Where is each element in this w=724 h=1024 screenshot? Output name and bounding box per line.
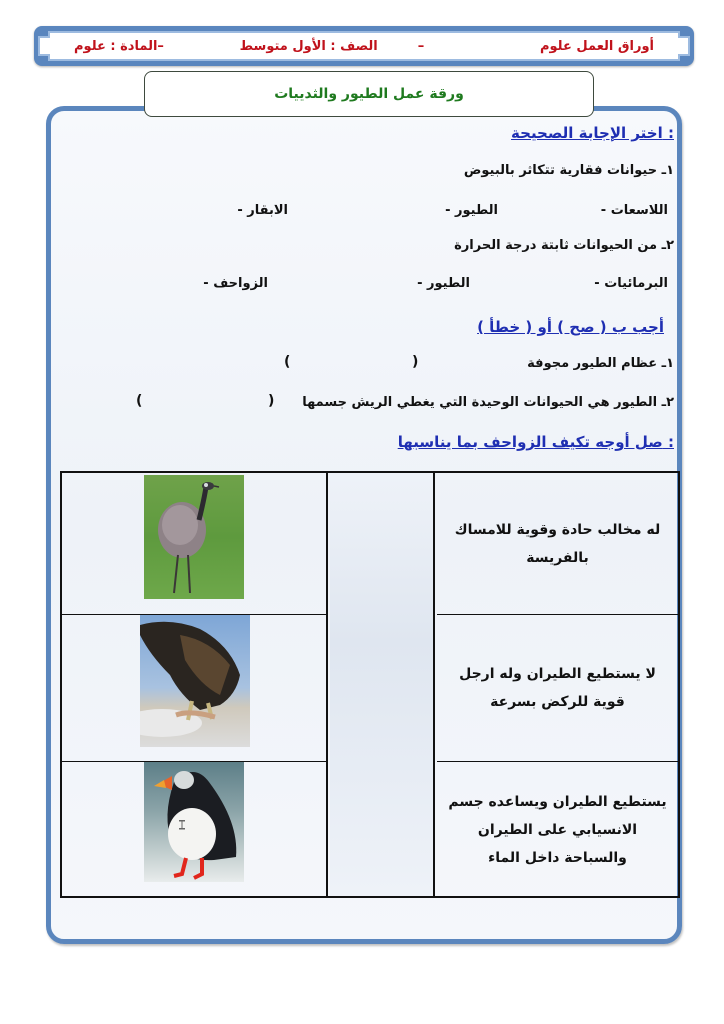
puffin-photo [144, 762, 244, 882]
mc-q2-option-3[interactable]: - الزواحف [203, 276, 268, 291]
description-cell-1 [437, 473, 678, 615]
emu-photo [144, 475, 244, 599]
banner-text [34, 26, 694, 66]
tf-1-answer-blank[interactable] [296, 352, 406, 374]
mc-q1-option-3[interactable]: - الابقار [237, 203, 288, 218]
tf-heading: أجب ب ( صح ) أو ( خطأ ) [477, 318, 664, 336]
mc-q1-option-1[interactable]: - اللاسعات [600, 203, 668, 218]
emu-illustration [144, 475, 244, 599]
worksheet-title: ورقة عمل الطيور والثدييات [274, 86, 464, 102]
tf-statement-2: ٢ـ الطيور هي الحيوانات الوحيدة التي يغطي الريش جسمها [302, 395, 674, 410]
matching-heading: صل أوجه تكيف الزواحف بما يناسبها : [397, 433, 674, 451]
mc-q1-option-2[interactable]: - الطيور [445, 203, 498, 218]
header-banner [34, 26, 694, 66]
separator: – [417, 38, 425, 54]
mc-question-1: ١ـ حيوانات فقارية تتكاثر بالبيوض [463, 163, 674, 178]
mc-question-2: ٢ـ من الحيوانات ثابتة درجة الحرارة [454, 238, 674, 253]
description-cell-2 [437, 615, 678, 762]
mc-q2-option-1[interactable]: - البرمائيات [594, 276, 668, 291]
tf-statement-1: ١ـ عظام الطيور مجوفة [527, 356, 674, 371]
series-title: أوراق العمل علوم [539, 38, 654, 54]
tf-1-open-paren: ) [412, 354, 419, 370]
image-cell-3 [62, 762, 326, 898]
eagle-illustration [140, 615, 250, 747]
tf-1-close-paren: ( [284, 354, 291, 370]
grade-label: الصف : الأول متوسط [239, 38, 378, 54]
eagle-photo [140, 615, 250, 747]
matching-table [60, 471, 680, 898]
puffin-illustration [144, 762, 244, 882]
image-cell-1 [62, 473, 326, 615]
mc-heading: اختر الإجابة الصحيحة : [511, 124, 674, 142]
mc-q2-option-2[interactable]: - الطيور [417, 276, 470, 291]
subject-label: –المادة : علوم [74, 38, 164, 54]
tf-2-answer-blank[interactable] [150, 391, 262, 413]
description-cell-3 [437, 762, 678, 898]
tf-2-close-paren: ( [136, 393, 143, 409]
description-text-1: له مخالب حادة وقوية للامساك بالفريسة [454, 521, 661, 566]
description-column [437, 473, 678, 896]
description-text-3: يستطيع الطيران ويساعده جسم الانسيابي على الطيران والسباحة داخل الماء [448, 794, 667, 866]
worksheet-title-box [144, 71, 594, 117]
tf-2-open-paren: ) [268, 393, 275, 409]
image-column [62, 473, 328, 896]
description-text-2: لا يستطيع الطيران وله ارجل قوية للركض بسرعة [459, 666, 656, 710]
image-cell-2 [62, 615, 326, 762]
matching-answer-column[interactable] [330, 473, 435, 896]
